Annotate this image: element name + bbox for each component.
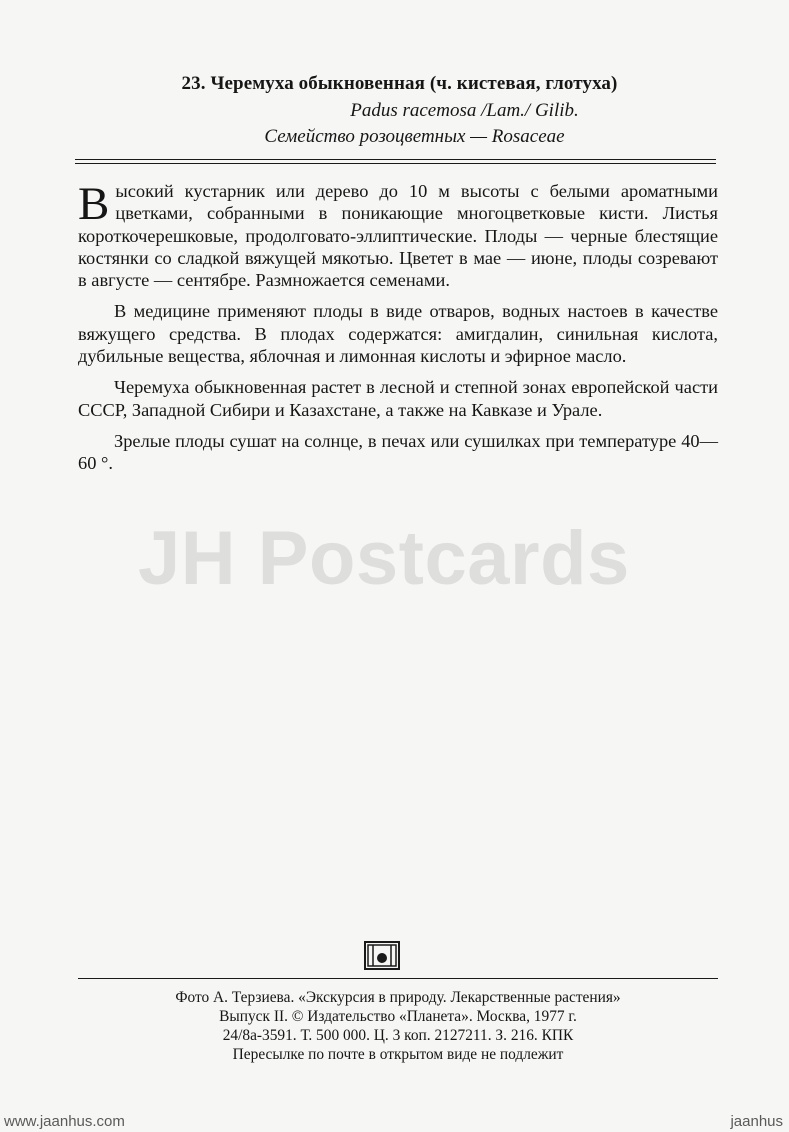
header-divider-top: [75, 159, 716, 160]
plant-family: Семейство розоцветных — Rosaceae: [264, 126, 565, 147]
paragraph-habitat: Черемуха обыкновенная растет в лесной и степной зонах европейской части СССР, Западной Сибири и Казахстане, а также на Кавказе и Урале.: [78, 377, 718, 420]
imprint-line: Пересылке по почте в открытом виде не подлежит: [232, 1046, 564, 1063]
paragraph-1-text: ысокий кустарник или дерево до 10 м высоты с белыми ароматными цветками, собранными в поникающие многоцветковые кисти. Листья короткочерешковые, продолговато-эллиптические. Плоды — черные блестящие костянки со сладкой вяжущей мякотью. Цветет в мае — июне, плоды созревают в августе — сентябре. Размножается семенами.: [78, 181, 718, 291]
imprint-line: Фото А. Терзиева. «Экскурсия в природу. Лекарственные растения»: [175, 989, 621, 1006]
paragraph-medicine: В медицине применяют плоды в виде отваров, водных настоев в качестве вяжущего средства. В плодах содержатся: амигдалин, синильная кислота, дубильные вещества, яблочная и лимонная кислоты и эфирное масло.: [78, 301, 718, 367]
footer-website: www.jaanhus.com: [4, 1113, 125, 1130]
page-title: 23. Черемуха обыкновенная (ч. кистевая, глотуха): [181, 73, 618, 94]
description-text: [78, 180, 718, 484]
footer-brand: jaanhus: [730, 1113, 783, 1130]
latin-name: Padus racemosa /Lam./ Gilib.: [350, 100, 579, 121]
imprint-divider: [78, 978, 718, 979]
imprint-line: 24/8а-3591. Т. 500 000. Ц. 3 коп. 2127211. З. 216. КПК: [222, 1027, 574, 1044]
publisher-logo-icon: [364, 940, 400, 970]
header-divider-bottom: [75, 163, 716, 164]
imprint-line: Выпуск II. © Издательство «Планета». Москва, 1977 г.: [219, 1008, 577, 1025]
publisher-imprint: [78, 988, 718, 1064]
paragraph-description: [78, 180, 718, 291]
watermark: JH Postcards: [138, 516, 630, 601]
paragraph-drying: Зрелые плоды сушат на солнце, в печах или сушилках при температуре 40—60 °.: [78, 430, 718, 474]
drop-cap: В: [78, 178, 110, 230]
